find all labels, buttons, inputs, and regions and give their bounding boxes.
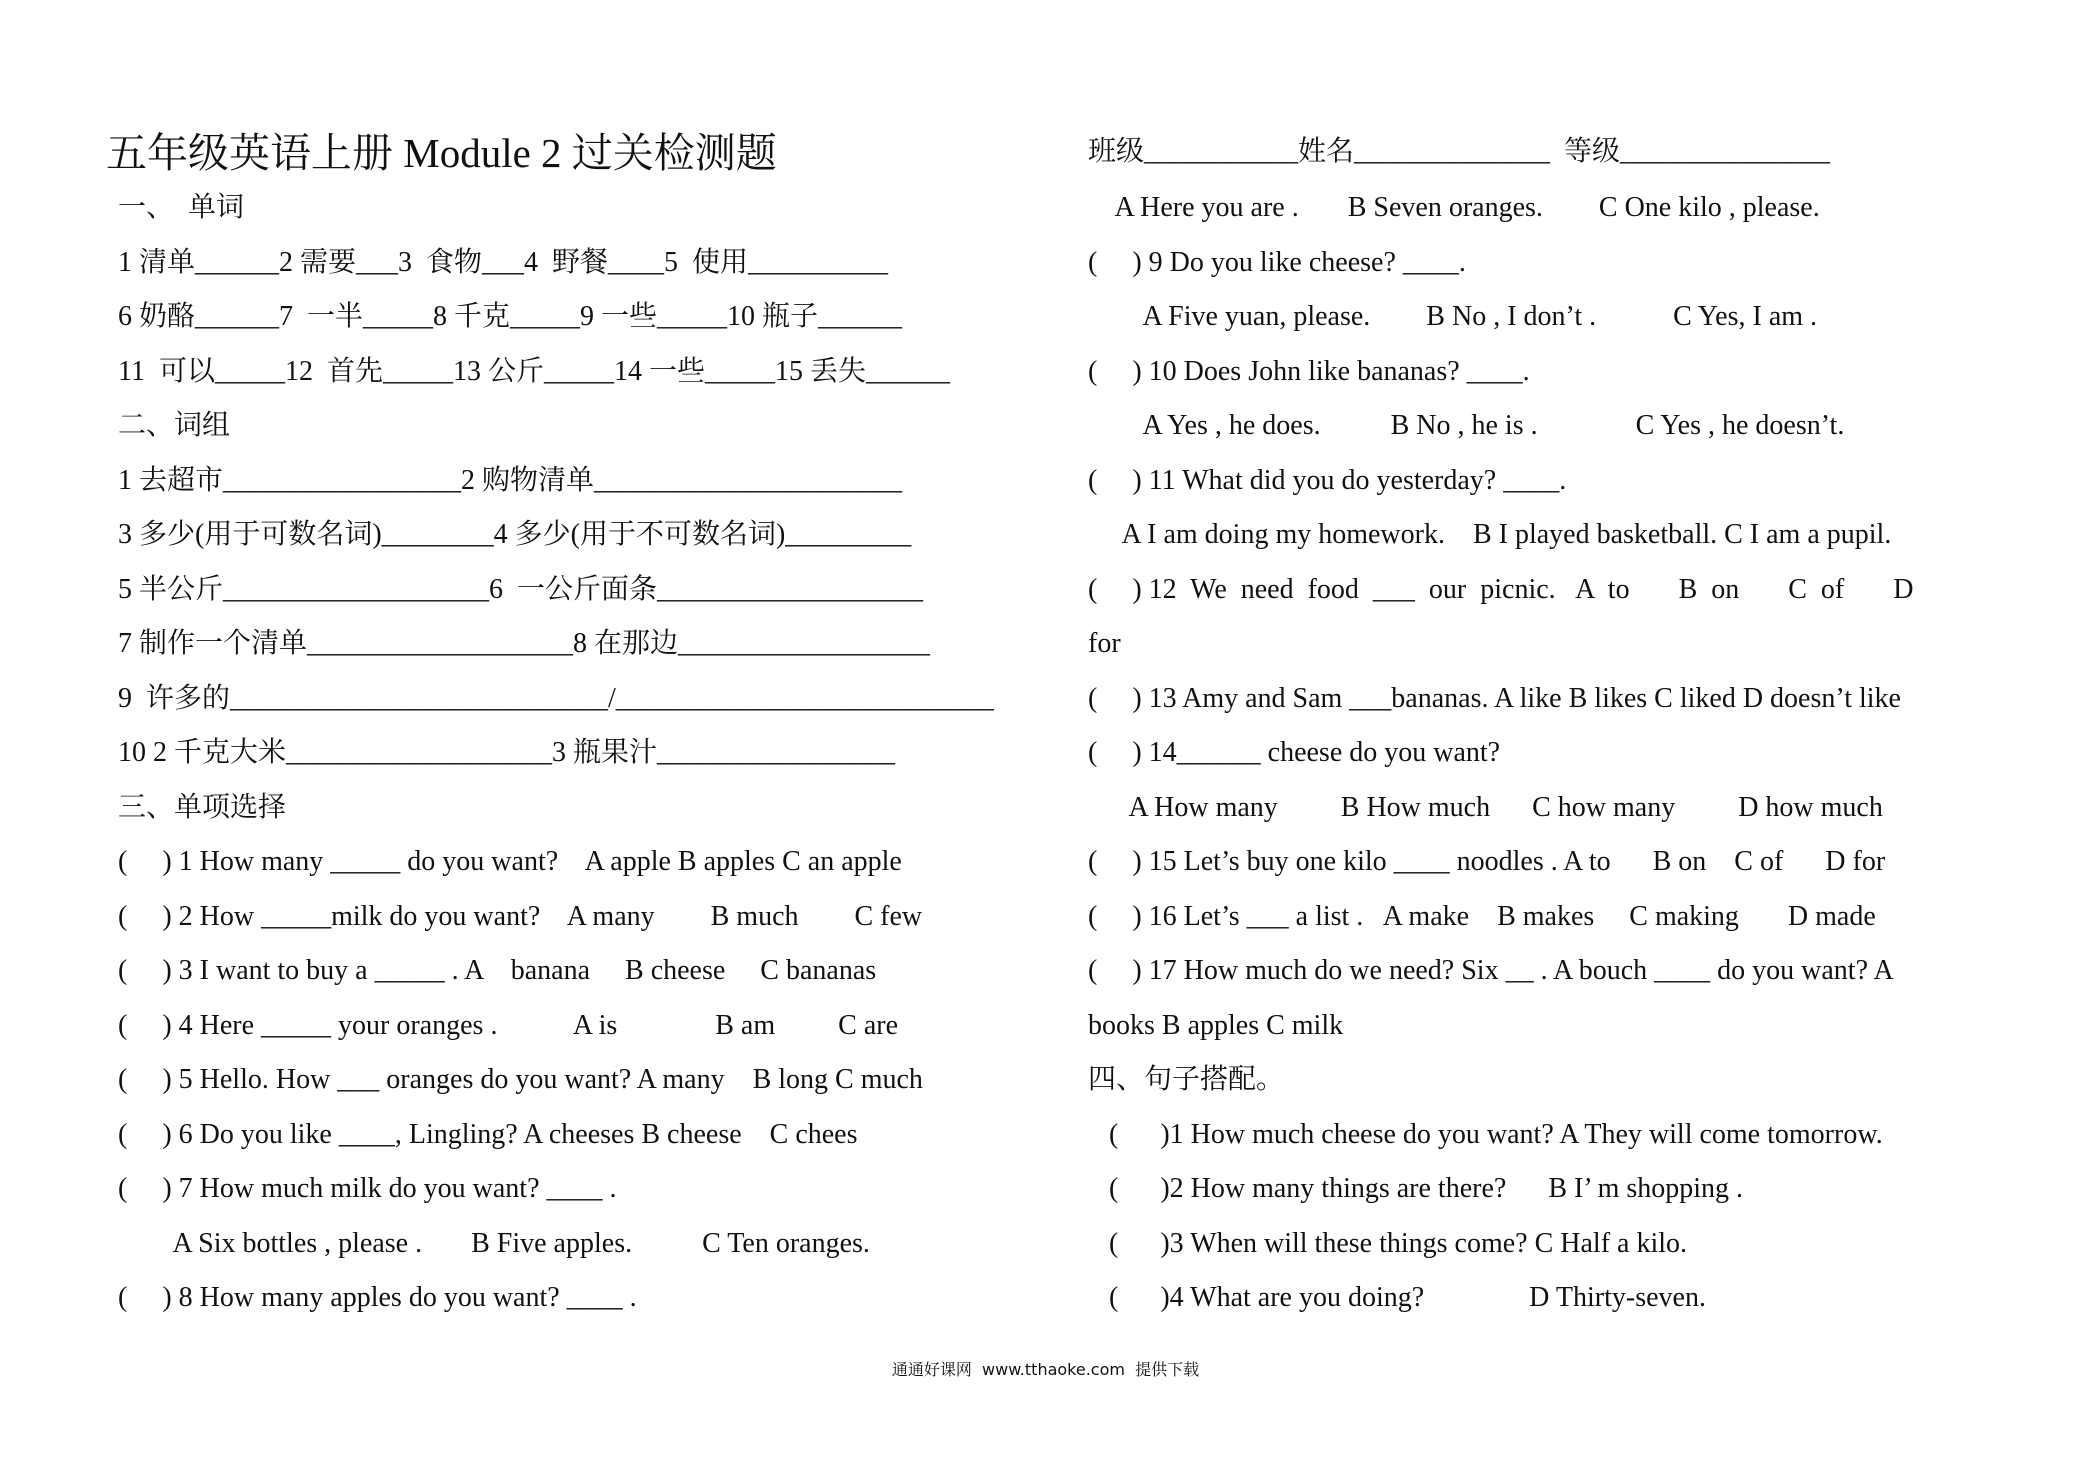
exam-line: ( )3 When will these things come? C Half a kilo. <box>1088 1227 1688 1259</box>
exam-line: 11 可以_____12 首先_____13 公斤_____14 一些_____15 丢失______ <box>118 355 950 387</box>
exam-line: ( ) 17 How much do we need? Six __ . A bouch ____ do you want? A <box>1088 955 1894 986</box>
exam-line: ( ) 10 Does John like bananas? ____. <box>1088 355 1530 387</box>
exam-line: 7 制作一个清单___________________8 在那边__________________ <box>118 628 931 659</box>
exam-line: books B apples C milk <box>1088 1009 1344 1041</box>
exam-line: 5 半公斤___________________6 一公斤面条___________________ <box>118 573 924 605</box>
exam-line: ( ) 8 How many apples do you want? ____ . <box>118 1282 637 1313</box>
exam-line: ( ) 5 Hello. How ___ oranges do you want? A many B long C much <box>118 1064 923 1095</box>
exam-line: ( ) 6 Do you like ____, Lingling? A cheeses B cheese C chees <box>118 1118 858 1150</box>
exam-line: A Five yuan, please. B No , I don’t . C Yes, I am . <box>1088 301 1818 332</box>
exam-line: ( ) 12 We need food ___ our picnic. A to B on C of D <box>1088 573 1914 605</box>
exam-line: ( ) 11 What did you do yesterday? ____. <box>1088 464 1567 496</box>
exam-line: 四、句子搭配。 <box>1088 1064 1285 1095</box>
exam-line: ( ) 3 I want to buy a _____ . A banana B cheese C bananas <box>118 955 877 986</box>
exam-line: for <box>1088 628 1121 659</box>
exam-line: A Here you are . B Seven oranges. C One kilo , please. <box>1088 192 1820 223</box>
exam-line: 10 2 千克大米___________________3 瓶果汁_________________ <box>118 737 896 768</box>
exam-line: 二、词组 <box>118 410 231 441</box>
exam-line: 三、单项选择 <box>118 791 287 823</box>
footer-credit: 通通好课网 www.tthaoke.com 提供下载 <box>891 1360 1200 1379</box>
exam-line: ( ) 16 Let’s ___ a list . A make B makes C making D made <box>1088 900 1876 932</box>
exam-line: ( ) 14______ cheese do you want? <box>1088 737 1501 768</box>
exam-line: 1 清单______2 需要___3 食物___4 野餐____5 使用__________ <box>118 246 889 278</box>
exam-line: ( )2 How many things are there? B I’ m shopping . <box>1088 1173 1744 1204</box>
exam-line: ( )1 How much cheese do you want? A They will come tomorrow. <box>1088 1118 1883 1150</box>
exam-line: A How many B How much C how many D how much <box>1088 791 1883 823</box>
exam-line: ( ) 13 Amy and Sam ___bananas. A like B likes C liked D doesn’t like <box>1088 682 1901 714</box>
exam-line: A Six bottles , please . B Five apples. C Ten oranges. <box>118 1227 870 1259</box>
exam-line: 9 许多的___________________________/___________________________ <box>118 682 994 714</box>
exam-line: 3 多少(用于可数名词)________4 多少(用于不可数名词)_________ <box>118 519 912 550</box>
exam-line: ( ) 2 How _____milk do you want? A many B much C few <box>118 900 923 932</box>
exam-line: ( )4 What are you doing? D Thirty-seven. <box>1088 1282 1706 1313</box>
page-title: 五年级英语上册 Module 2 过关检测题 <box>106 130 777 176</box>
student-info-line: 班级___________姓名______________ 等级_______________ <box>1088 136 1831 167</box>
exam-line: A Yes , he does. B No , he is . C Yes , he doesn’t. <box>1088 410 1845 441</box>
exam-line: 一、 单词 <box>118 192 245 223</box>
exam-line: 6 奶酪______7 一半_____8 千克_____9 一些_____10 瓶子______ <box>118 301 903 332</box>
exam-line: A I am doing my homework. B I played basketball. C I am a pupil. <box>1088 519 1892 550</box>
exam-line: ( ) 9 Do you like cheese? ____. <box>1088 246 1466 278</box>
exam-line: 1 去超市_________________2 购物清单______________________ <box>118 464 903 496</box>
exam-line: ( ) 7 How much milk do you want? ____ . <box>118 1173 617 1204</box>
exam-line: ( ) 15 Let’s buy one kilo ____ noodles . A to B on C of D for <box>1088 846 1886 877</box>
exam-line: ( ) 1 How many _____ do you want? A apple B apples C an apple <box>118 846 902 877</box>
exam-line: ( ) 4 Here _____ your oranges . A is B am C are <box>118 1009 898 1041</box>
